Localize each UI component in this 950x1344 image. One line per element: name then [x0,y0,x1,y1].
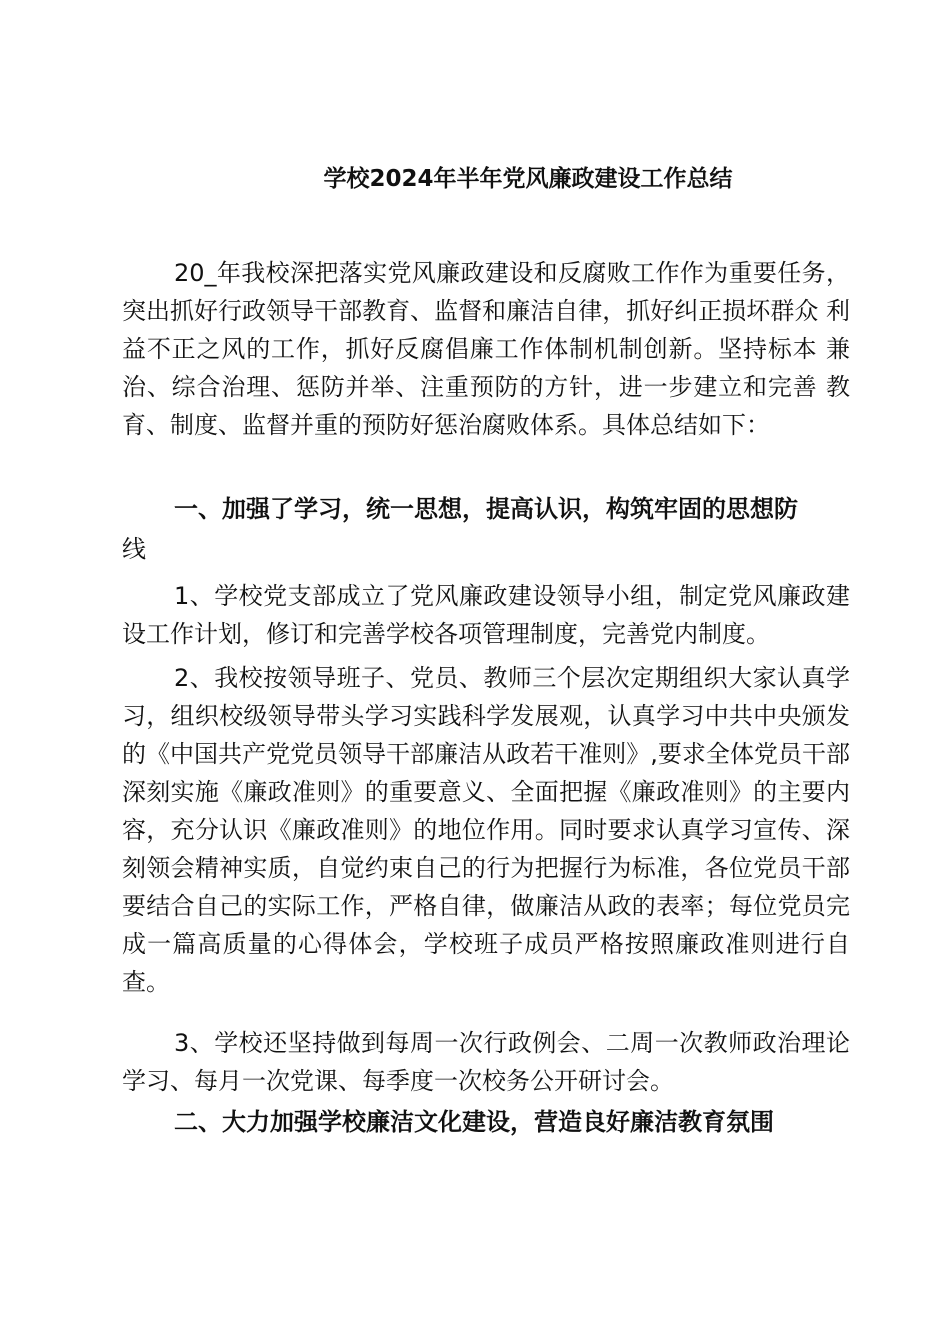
section-1-heading-tail: 线 [122,535,146,563]
item-2-text: 2、我校按领导班子、党员、教师三个层次定期组织大家认真学习，组织校级领导带头学习实践科学发展观，认真学习中共中央颁发的《中国共产党党员领导干部廉洁从政若干准则》,要求全体党员干部深刻实施《廉政准则》的重要意义、全面把握《廉政准则》的主要内容，充分认识《廉政准则》的地位作用。同时要求认真学习宣传、深刻领会精神实质，自觉约束自己的行为把握行为标准，各位党员干部要结合自己的实际工作，严格自律，做廉洁从政的表率；每位党员完成一篇高质量的心得体会，学校班子成员严格按照廉政准则进行自查。 [122,664,850,996]
intro-text: 20_年我校深把落实党风廉政建设和反腐败工作作为重要任务， 突出抓好行政领导干部教育、监督和廉洁自律，抓好纠正损坏群众 利益不正之风的工作，抓好反腐倡廉工作体制机制创新。坚持标本 兼治、综合治理、惩防并举、注重预防的方针，进一步建立和完善 教育、制度、监督并重的预防好惩治腐败体系。具体总结如下： [122,259,850,439]
document-title: 学校2024年半年党风廉政建设工作总结 [323,166,733,192]
item-3-paragraph [122,1024,850,1100]
section-1-heading-text: 一、加强了学习，统一思想，提高认识，构筑牢固的思想防 [174,495,798,523]
item-2-paragraph [122,659,850,1001]
item-1-paragraph [122,577,850,653]
section-1-heading [122,489,852,569]
section-2-heading-text: 二、大力加强学校廉洁文化建设，营造良好廉洁教育氛围 [174,1108,774,1136]
section-2-heading [122,1102,852,1142]
item-1-text: 1、学校党支部成立了党风廉政建设领导小组，制定党风廉政建设工作计划，修订和完善学校各项管理制度，完善党内制度。 [122,582,850,648]
intro-paragraph [122,254,850,444]
item-3-text: 3、学校还坚持做到每周一次行政例会、二周一次教师政治理论学习、每月一次党课、每季度一次校务公开研讨会。 [122,1029,850,1095]
